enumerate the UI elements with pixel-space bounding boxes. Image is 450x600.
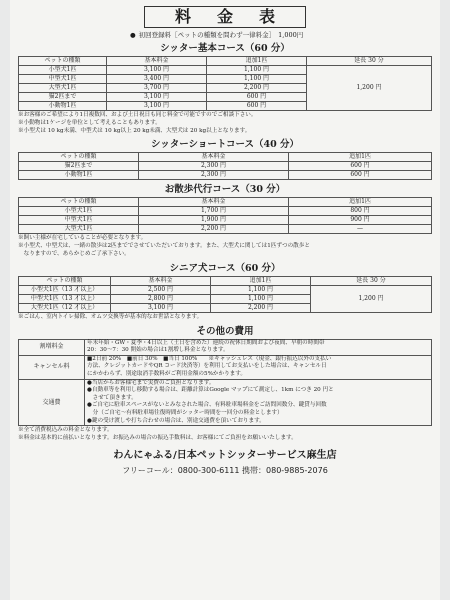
- table-row: [19, 339, 432, 355]
- detail-line: にかかわらず、別途取消手数料がご利用金額の5%かかります。: [87, 370, 247, 377]
- header-base-fee: 基本料金: [111, 276, 211, 285]
- company-name: わんにゃふる/日本ペットシッターサービス麻生店: [113, 449, 337, 461]
- header-extension: 延長 30 分: [311, 276, 432, 285]
- header-extension: 延長 30 分: [307, 57, 432, 66]
- table-row: [19, 225, 432, 234]
- detail-line: ●自動車等を利用し移動する場合は、距離計算はGoogle マップにて測定し、1km につき 20 円と: [87, 387, 334, 394]
- detail-line: ●鍵の受け渡しや打ち合わせの場合は、別途交通費を頂いております。: [87, 417, 265, 424]
- other-fees-title: その他の費用: [196, 325, 254, 337]
- walk-course-notes: [18, 235, 432, 258]
- base-fee: 2,300 円: [139, 171, 289, 180]
- detail-line: させて頂きます。: [87, 394, 137, 401]
- base-fee: 1,900 円: [139, 216, 289, 225]
- additional-fee: 600 円: [289, 162, 432, 171]
- other-fees-notes: [18, 427, 432, 443]
- registration-price: 1,000円: [278, 31, 304, 39]
- detail-line: ■2日前 20% ■前日 30% ■当日 100% ※キャッシュレス（現金、銀行振込以外の支払い: [87, 355, 332, 362]
- detail-line: 年末年始・GW・夏季・4日以上（土日を含めた）連続の祝休日期間および夜間、早朝の時間帯: [87, 339, 325, 346]
- senior-course-table: [18, 276, 432, 313]
- header-pet-type: ペットの種類: [19, 57, 107, 66]
- base-fee: 3,400 円: [107, 75, 207, 84]
- header-additional: 追加1匹: [211, 276, 311, 285]
- base-fee: 3,700 円: [107, 84, 207, 93]
- table-row: [19, 66, 432, 75]
- pet-type: 中型犬1匹: [19, 216, 139, 225]
- table-row: [19, 207, 432, 216]
- header-pet-type: ペットの種類: [19, 198, 139, 207]
- basic-course-table: [18, 56, 432, 111]
- note-line: ※小動物は1ケージを単位として考えることもあります。: [18, 119, 161, 126]
- page-title: 料金表: [144, 6, 306, 28]
- additional-fee: 1,100 円: [207, 75, 307, 84]
- additional-fee: 600 円: [207, 102, 307, 111]
- note-line: なりますので、あらかじめご了承下さい。: [18, 250, 130, 257]
- header-base-fee: 基本料金: [139, 198, 289, 207]
- senior-course-title: シニア犬コース（60 分）: [169, 262, 281, 274]
- additional-fee: 2,200 円: [207, 84, 307, 93]
- surcharge-details: [85, 339, 432, 355]
- pet-type: 中型犬1匹: [19, 75, 107, 84]
- pet-type: 大型犬1匹: [19, 84, 107, 93]
- table-row: [19, 355, 432, 379]
- additional-fee: 2,200 円: [211, 303, 311, 312]
- walk-course-table: [18, 197, 432, 234]
- base-fee: 1,700 円: [139, 207, 289, 216]
- base-fee: 3,100 円: [111, 303, 211, 312]
- base-fee: 3,100 円: [107, 93, 207, 102]
- table-row: [19, 379, 432, 426]
- table-row: [19, 216, 432, 225]
- table-row: [19, 162, 432, 171]
- surcharge-label: 割増料金: [19, 339, 85, 355]
- basic-course-notes: [18, 112, 432, 135]
- footer: [18, 449, 432, 476]
- additional-fee: 600 円: [207, 93, 307, 102]
- detail-line: 20：30〜7：30 開始の場合は1割増し料金となります。: [87, 347, 229, 354]
- detail-line: 方法、クレジットカードやQR コード決済等）を利用してお支払いをした場合は、キャンセル日: [87, 363, 327, 370]
- header-additional: 追加1匹: [289, 153, 432, 162]
- note-line: ※飼い主様が在宅していることが必要となります。: [18, 235, 147, 242]
- senior-course-notes: [18, 314, 432, 322]
- base-fee: 3,100 円: [107, 102, 207, 111]
- cancellation-label: キャンセル料: [19, 355, 85, 379]
- walk-course-title: お散歩代行コース（30 分）: [164, 184, 286, 196]
- short-course-title: シッターショートコース（40 分）: [150, 139, 300, 151]
- pet-type: 猫2匹まで: [19, 162, 139, 171]
- pet-type: 猫2匹まで: [19, 93, 107, 102]
- note-line: ※全て消費税込みの料金となります。: [18, 427, 113, 434]
- table-row: [19, 285, 432, 294]
- basic-course-title: シッター基本コース（60 分）: [160, 43, 290, 54]
- pet-type: 小動物1匹: [19, 171, 139, 180]
- header-pet-type: ペットの種類: [19, 153, 139, 162]
- note-line: ※ごはん、室内トイレ掃除、オムツ交換等が基本的なお世話となります。: [18, 313, 203, 320]
- transport-label: 交通費: [19, 379, 85, 426]
- additional-fee: 1,100 円: [207, 66, 307, 75]
- extension-fee: 1,200 円: [307, 66, 432, 111]
- detail-line: ●ご自宅に駐車スペースがないとみなされた場合、有料駐車場料金をご訪問回数分、鍵貸与回数: [87, 402, 327, 409]
- base-fee: 3,100 円: [107, 66, 207, 75]
- pet-type: 小型犬1匹: [19, 66, 107, 75]
- pet-type: 小動物1匹: [19, 102, 107, 111]
- header-base-fee: 基本料金: [107, 57, 207, 66]
- header-additional: 追加1匹: [207, 57, 307, 66]
- additional-fee: 800 円: [289, 207, 432, 216]
- table-row: [19, 171, 432, 180]
- pet-type: 大型犬1匹: [19, 225, 139, 234]
- additional-fee: 1,100 円: [211, 285, 311, 294]
- note-line: ※お客様のご希望により1日複数回、および土日祝日も同じ料金で可能ですのでご相談下さい。: [18, 112, 257, 118]
- note-line: ※小型犬は 10 kg未満、中型犬は 10 kg以上 20 kg未満、大型犬は 20 kg以上となります。: [18, 127, 251, 134]
- detail-line: ●当店からお客様宅まで実費のご負担となります。: [87, 379, 215, 386]
- pet-type: 大型犬1匹（12 才以上）: [19, 303, 111, 312]
- extension-fee: 1,200 円: [311, 285, 432, 312]
- transport-details: [85, 379, 432, 426]
- bullet-icon: ●: [130, 31, 136, 39]
- short-course-table: [18, 152, 432, 180]
- contact-phones: フリーコール：0800-300-6111 携帯：080-9885-2076: [122, 465, 328, 475]
- detail-line: 分（ご自宅〜有料駐車場往復時間がシッター時間を一回分の料金とします）: [87, 409, 283, 416]
- header-additional: 追加1匹: [289, 198, 432, 207]
- registration-fee: [130, 31, 432, 39]
- base-fee: 2,500 円: [111, 285, 211, 294]
- additional-fee: —: [289, 225, 432, 234]
- header-pet-type: ペットの種類: [19, 276, 111, 285]
- registration-label: 初回登録料［ペットの種類を問わず一律料金］: [138, 31, 276, 39]
- header-base-fee: 基本料金: [139, 153, 289, 162]
- base-fee: 2,800 円: [111, 294, 211, 303]
- additional-fee: 1,100 円: [211, 294, 311, 303]
- note-line: ※料金は基本的に前払いとなります。お振込みの場合の振込手数料は、お客様にてご負担をお願いいたします。: [18, 434, 297, 441]
- other-fees-table: [18, 339, 432, 427]
- pet-type: 中型犬1匹（13 才以上）: [19, 294, 111, 303]
- cancellation-details: [85, 355, 432, 379]
- base-fee: 2,200 円: [139, 225, 289, 234]
- additional-fee: 600 円: [289, 171, 432, 180]
- base-fee: 2,300 円: [139, 162, 289, 171]
- pet-type: 小型犬1匹（13 才以上）: [19, 285, 111, 294]
- note-line: ※小型犬、中型犬は、一緒の散歩は2匹まででさせていただいております。また、大型犬に関しては1匹ずつの散歩と: [18, 243, 310, 250]
- pet-type: 小型犬1匹: [19, 207, 139, 216]
- price-list-page: [10, 0, 440, 600]
- additional-fee: 900 円: [289, 216, 432, 225]
